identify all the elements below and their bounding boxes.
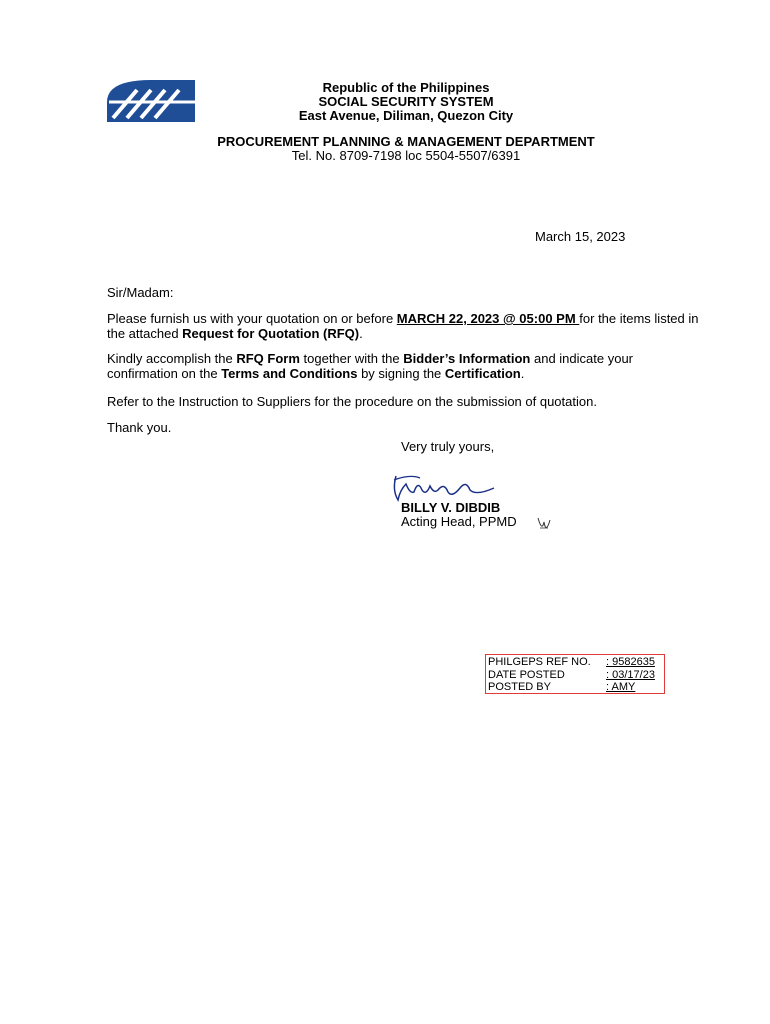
date-posted-value: : 03/17/23 (606, 668, 655, 681)
initials-icon (536, 514, 554, 536)
philgeps-ref-row (488, 656, 662, 669)
letterhead-country: Republic of the Philippines (322, 80, 490, 95)
p2-text-mid3: by signing the (357, 366, 445, 381)
philgeps-ref-label: PHILGEPS REF NO. (488, 656, 591, 668)
department-name: PROCUREMENT PLANNING & MANAGEMENT DEPARTMENT (217, 134, 595, 149)
posted-by-value: : AMY (606, 681, 636, 693)
philgeps-ref-value: : 9582635 (606, 656, 655, 668)
paragraph-quotation-request (107, 311, 707, 341)
bidders-information: Bidder’s Information (403, 351, 531, 366)
signer-title: Acting Head, PPMD (401, 514, 517, 529)
paragraph-instructions (107, 351, 707, 381)
posted-by-label: POSTED BY (488, 681, 551, 693)
letterhead-agency: SOCIAL SECURITY SYSTEM (318, 94, 494, 109)
p1-text: Please furnish us with your quotation on or before (107, 311, 397, 326)
letter-date: March 15, 2023 (535, 229, 626, 244)
philgeps-reference-box (485, 654, 665, 694)
closing: Very truly yours, (401, 439, 495, 454)
p2-end: . (520, 366, 525, 381)
paragraph-refer-instructions: Refer to the Instruction to Suppliers for the procedure on the submission of quotation. (107, 394, 597, 409)
p2-text-mid1: together with the (299, 351, 404, 366)
p1-text-mid: for the items listed in the attached (107, 311, 699, 341)
philgeps-date-row (488, 669, 662, 682)
thanks: Thank you. (107, 420, 172, 435)
philgeps-by-row (488, 681, 662, 694)
letterhead-address: East Avenue, Diliman, Quezon City (298, 108, 514, 123)
salutation: Sir/Madam: (107, 285, 174, 300)
p2-text-mid2: and indicate your confirmation on the (107, 351, 633, 381)
certification: Certification (444, 366, 521, 381)
rfq-form: RFQ Form (236, 351, 300, 366)
rfq-reference: Request for Quotation (RFQ) (182, 326, 360, 341)
deadline: MARCH 22, 2023 @ 05:00 PM (396, 311, 580, 326)
p2-text: Kindly accomplish the (107, 351, 237, 366)
signer-name: BILLY V. DIBDIB (401, 500, 501, 515)
terms-and-conditions: Terms and Conditions (221, 366, 358, 381)
department-tel: Tel. No. 8709-7198 loc 5504-5507/6391 (291, 148, 521, 163)
p1-end: . (359, 326, 363, 341)
date-posted-label: DATE POSTED (488, 668, 565, 681)
